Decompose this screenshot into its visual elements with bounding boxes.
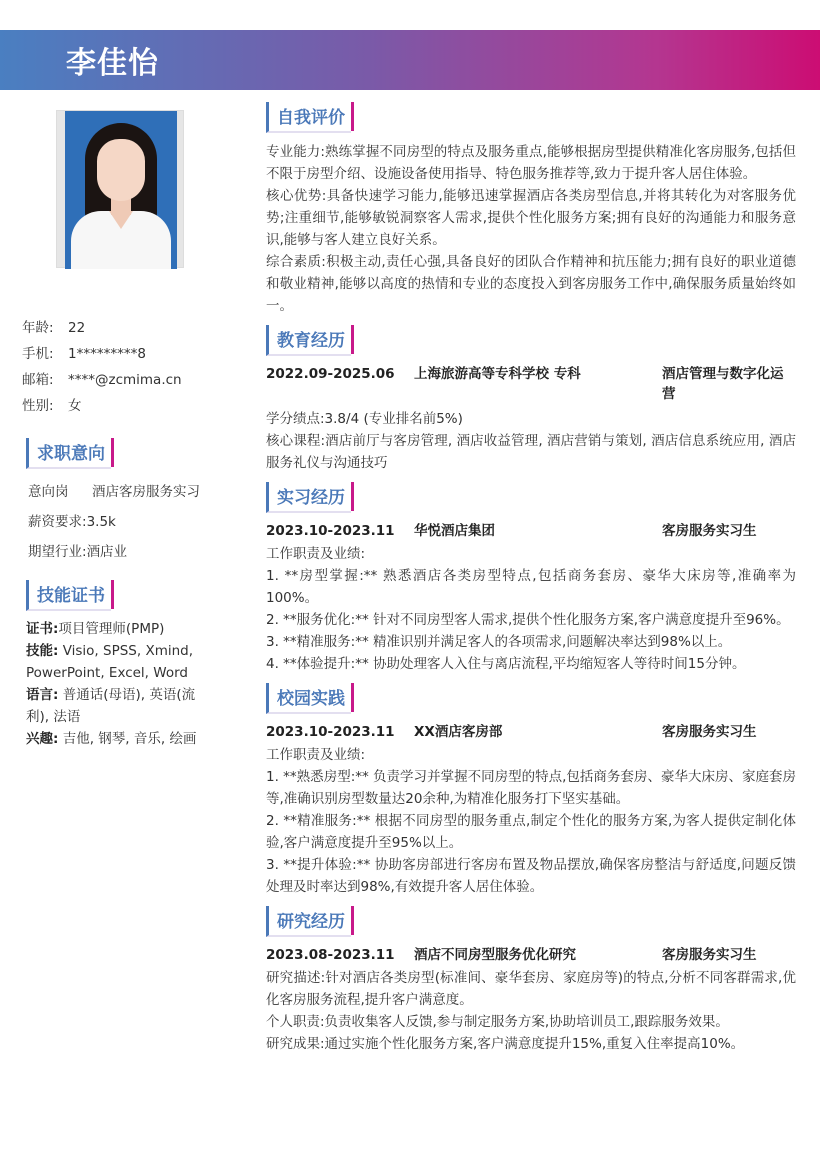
education-line: 核心课程:酒店前厅与客房管理, 酒店收益管理, 酒店营销与策划, 酒店信息系统应用, 酒店服务礼仪与沟通技巧 [266,433,796,471]
section-title-skills: 技能证书 [26,580,111,611]
campus-org: XX酒店客房部 [414,724,503,740]
education-line: 学分绩点:3.8/4 (专业排名前5%) [266,411,463,427]
research-details [266,967,796,1055]
education-school: 上海旅游高等专科学校 专科 [414,366,581,382]
self-eval-content [266,141,796,317]
education-details [266,408,796,474]
skills-list [26,618,216,750]
internship-line: 4. **体验提升:** 协助处理客人入住与离店流程,平均缩短客人等待时间15分钟。 [266,656,746,672]
skill-interests: 兴趣: 吉他, 钢琴, 音乐, 绘画 [26,731,197,747]
goal-salary: 薪资要求:3.5k [28,514,116,530]
education-entry [266,364,796,408]
internship-line: 工作职责及业绩: [266,546,366,562]
info-age: 年龄: 22 [22,320,86,336]
personal-info [22,318,182,422]
internship-role: 客房服务实习生 [662,523,757,539]
candidate-name: 李佳怡 [66,46,159,81]
section-title-campus: 校园实践 [266,683,351,714]
campus-line: 3. **提升体验:** 协助客房部进行客房布置及物品摆放,确保客房整洁与舒适度,问题反馈处理及时率达到98%,有效提升客人居住体验。 [266,857,796,895]
right-column [266,90,796,1055]
research-line: 研究成果:通过实施个性化服务方案,客户满意度提升15%,重复入住率提高10%。 [266,1036,745,1052]
profile-photo [56,110,184,268]
research-title: 酒店不同房型服务优化研究 [414,947,576,963]
campus-line: 1. **熟悉房型:** 负责学习并掌握不同房型的特点,包括商务套房、豪华大床房、家庭套房等,准确识别房型数量达20余种,为精准化服务打下坚实基础。 [266,769,796,807]
internship-date: 2023.10-2023.11 [266,523,395,539]
job-goal [28,482,200,572]
header-banner [0,30,820,90]
internship-entry [266,521,796,543]
research-line: 个人职责:负责收集客人反馈,参与制定服务方案,协助培训员工,跟踪服务效果。 [266,1014,729,1030]
section-title-self-eval: 自我评价 [266,102,351,133]
skill-cert: 证书:项目管理师(PMP) [26,621,165,637]
internship-details [266,543,796,675]
campus-date: 2023.10-2023.11 [266,724,395,740]
info-email: 邮箱: ****@zcmima.cn [22,372,182,388]
research-line: 研究描述:针对酒店各类房型(标准间、豪华套房、家庭房等)的特点,分析不同客群需求,优化客房服务流程,提升客户满意度。 [266,970,796,1008]
internship-line: 2. **服务优化:** 针对不同房型客人需求,提供个性化服务方案,客户满意度提升至96%。 [266,612,790,628]
info-gender: 性别: 女 [22,398,82,414]
self-eval-para: 核心优势:具备快速学习能力,能够迅速掌握酒店各类房型信息,并将其转化为对客服务优势;注重细节,能够敏锐洞察客人需求,提供个性化服务方案;拥有良好的沟通能力和服务意识,能够与客人建立良好关系。 [266,188,796,248]
info-phone: 手机: 1*********8 [22,346,146,362]
research-date: 2023.08-2023.11 [266,947,395,963]
skill-language: 语言: 普通话(母语), 英语(流利), 法语 [26,687,196,725]
goal-industry: 期望行业:酒店业 [28,544,128,560]
campus-line: 工作职责及业绩: [266,747,366,763]
education-major: 酒店管理与数字化运营 [662,366,784,402]
self-eval-para: 综合素质:积极主动,责任心强,具备良好的团队合作精神和抗压能力;拥有良好的职业道德和敬业精神,能够以高度的热情和专业的态度投入到客房服务工作中,确保服务质量始终如一。 [266,254,796,314]
section-title-research: 研究经历 [266,906,351,937]
section-title-education: 教育经历 [266,325,351,356]
campus-role: 客房服务实习生 [662,724,757,740]
skill-tools: 技能: Visio, SPSS, Xmind, PowerPoint, Excel, Word [26,643,194,681]
education-date: 2022.09-2025.06 [266,366,395,382]
research-role: 客房服务实习生 [662,947,757,963]
internship-line: 1. **房型掌握:** 熟悉酒店各类房型特点,包括商务套房、豪华大床房等,准确率为100%。 [266,568,796,606]
internship-org: 华悦酒店集团 [414,523,495,539]
section-title-job-goal: 求职意向 [26,438,111,469]
internship-line: 3. **精准服务:** 精准识别并满足客人的各项需求,问题解决率达到98%以上。 [266,634,732,650]
campus-entry [266,722,796,744]
campus-details [266,744,796,898]
research-entry [266,945,796,967]
goal-position: 意向岗 酒店客房服务实习 [28,484,200,500]
campus-line: 2. **精准服务:** 根据不同房型的服务重点,制定个性化的服务方案,为客人提供定制化体验,客户满意度提升至95%以上。 [266,813,796,851]
section-title-internship: 实习经历 [266,482,351,513]
self-eval-para: 专业能力:熟练掌握不同房型的特点及服务重点,能够根据房型提供精准化客房服务,包括但不限于房型介绍、设施设备使用指导、特色服务推荐等,致力于提升客人居住体验。 [266,144,796,182]
